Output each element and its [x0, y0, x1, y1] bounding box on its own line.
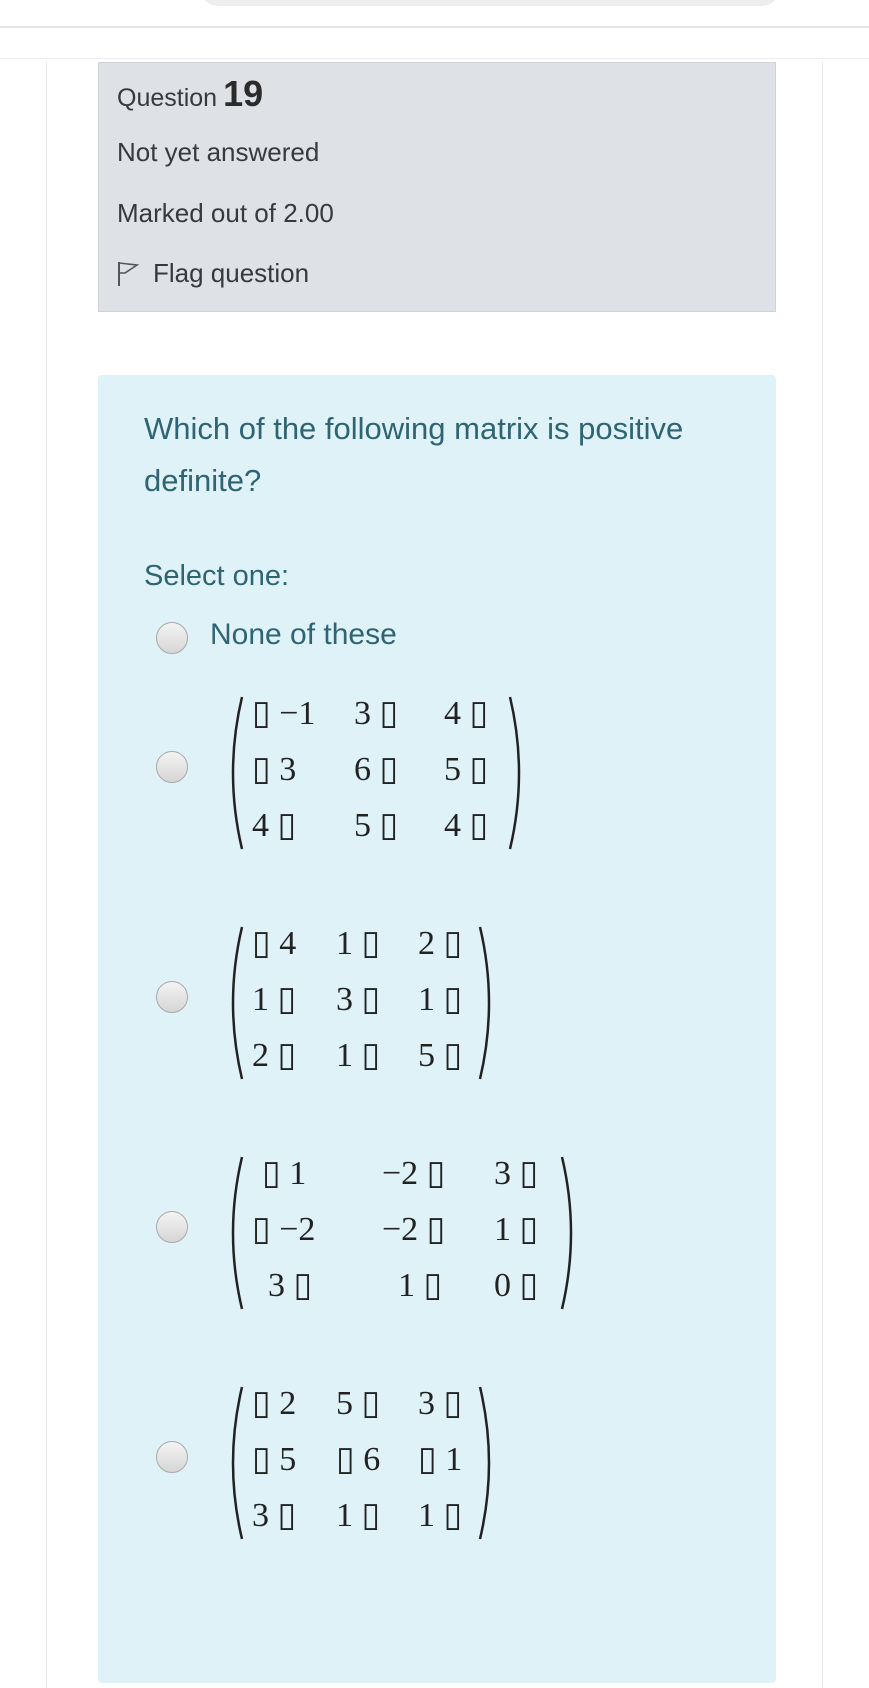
- matrix-4: [222, 1383, 502, 1543]
- matrix-cell: 6 ▯: [354, 751, 399, 788]
- matrix-2: [222, 923, 502, 1083]
- matrix-cell: 2 ▯: [418, 925, 463, 962]
- header-divider: [0, 26, 869, 28]
- question-formulation: [98, 375, 776, 1683]
- page-border-left: [46, 62, 47, 1688]
- matrix-cell: 4 ▯: [444, 807, 489, 844]
- matrix-cell: 1 ▯: [418, 1497, 463, 1534]
- matrix-cell: 3 ▯: [252, 1497, 297, 1534]
- matrix-cell: 3 ▯: [354, 695, 399, 732]
- matrix-cell: 5 ▯: [354, 807, 399, 844]
- question-heading: [117, 73, 263, 115]
- matrix-cell: 0 ▯: [494, 1267, 539, 1304]
- matrix-cell: 5 ▯: [336, 1385, 381, 1422]
- select-one-prompt: Select one:: [144, 560, 290, 592]
- matrix-cell: 1 ▯: [252, 981, 297, 1018]
- right-parenthesis: [508, 693, 530, 853]
- radio-button[interactable]: [156, 981, 188, 1013]
- radio-button[interactable]: [156, 622, 188, 654]
- matrix-cell: −2 ▯: [382, 1155, 446, 1192]
- right-parenthesis: [560, 1153, 582, 1313]
- matrix-1: [222, 693, 532, 853]
- matrix-cell: 1 ▯: [418, 981, 463, 1018]
- matrix-cell: 1 ▯: [336, 1497, 381, 1534]
- question-grade: Marked out of 2.00: [117, 198, 334, 228]
- top-search-bar: [200, 0, 780, 6]
- radio-button[interactable]: [156, 751, 188, 783]
- right-parenthesis: [478, 923, 500, 1083]
- right-parenthesis: [478, 1383, 500, 1543]
- matrix-cell: ▯ 5: [252, 1441, 297, 1478]
- matrix-cell: ▯ −1: [252, 695, 316, 732]
- left-parenthesis: [222, 1153, 244, 1313]
- matrix-cell: 5 ▯: [444, 751, 489, 788]
- question-state: Not yet answered: [117, 137, 320, 167]
- radio-button[interactable]: [156, 1441, 188, 1473]
- question-label: Question: [117, 84, 218, 112]
- question-info-panel: [98, 62, 776, 312]
- question-text: Which of the following matrix is positive definite?: [144, 411, 684, 498]
- matrix-cell: 3 ▯: [268, 1267, 313, 1304]
- matrix-cell: ▯ 2: [252, 1385, 297, 1422]
- matrix-cell: ▯ −2: [252, 1211, 316, 1248]
- answer-option-label: None of these: [210, 618, 397, 651]
- matrix-cell: ▯ 1: [262, 1155, 307, 1192]
- page-border-right: [822, 62, 823, 1688]
- matrix-cell: 3 ▯: [418, 1385, 463, 1422]
- matrix-3: [222, 1153, 584, 1313]
- matrix-cell: 4 ▯: [252, 807, 297, 844]
- matrix-cell: ▯ 1: [418, 1441, 463, 1478]
- matrix-cell: 5 ▯: [418, 1037, 463, 1074]
- flag-question-label: Flag question: [153, 258, 310, 288]
- matrix-cell: 1 ▯: [494, 1211, 539, 1248]
- matrix-cell: ▯ 3: [252, 751, 297, 788]
- matrix-cell: 3 ▯: [494, 1155, 539, 1192]
- matrix-cell: 1 ▯: [398, 1267, 443, 1304]
- matrix-cell: ▯ 6: [336, 1441, 381, 1478]
- question-number: 19: [223, 73, 264, 114]
- left-parenthesis: [222, 923, 244, 1083]
- left-parenthesis: [222, 1383, 244, 1543]
- matrix-cell: 4 ▯: [444, 695, 489, 732]
- matrix-cell: 1 ▯: [336, 1037, 381, 1074]
- radio-button[interactable]: [156, 1211, 188, 1243]
- matrix-cell: 1 ▯: [336, 925, 381, 962]
- flag-icon: [117, 261, 139, 287]
- matrix-cell: 2 ▯: [252, 1037, 297, 1074]
- left-parenthesis: [222, 693, 244, 853]
- content-divider: [0, 58, 869, 59]
- matrix-cell: 3 ▯: [336, 981, 381, 1018]
- matrix-cell: ▯ 4: [252, 925, 297, 962]
- matrix-cell: −2 ▯: [382, 1211, 446, 1248]
- flag-question-link[interactable]: [117, 258, 309, 289]
